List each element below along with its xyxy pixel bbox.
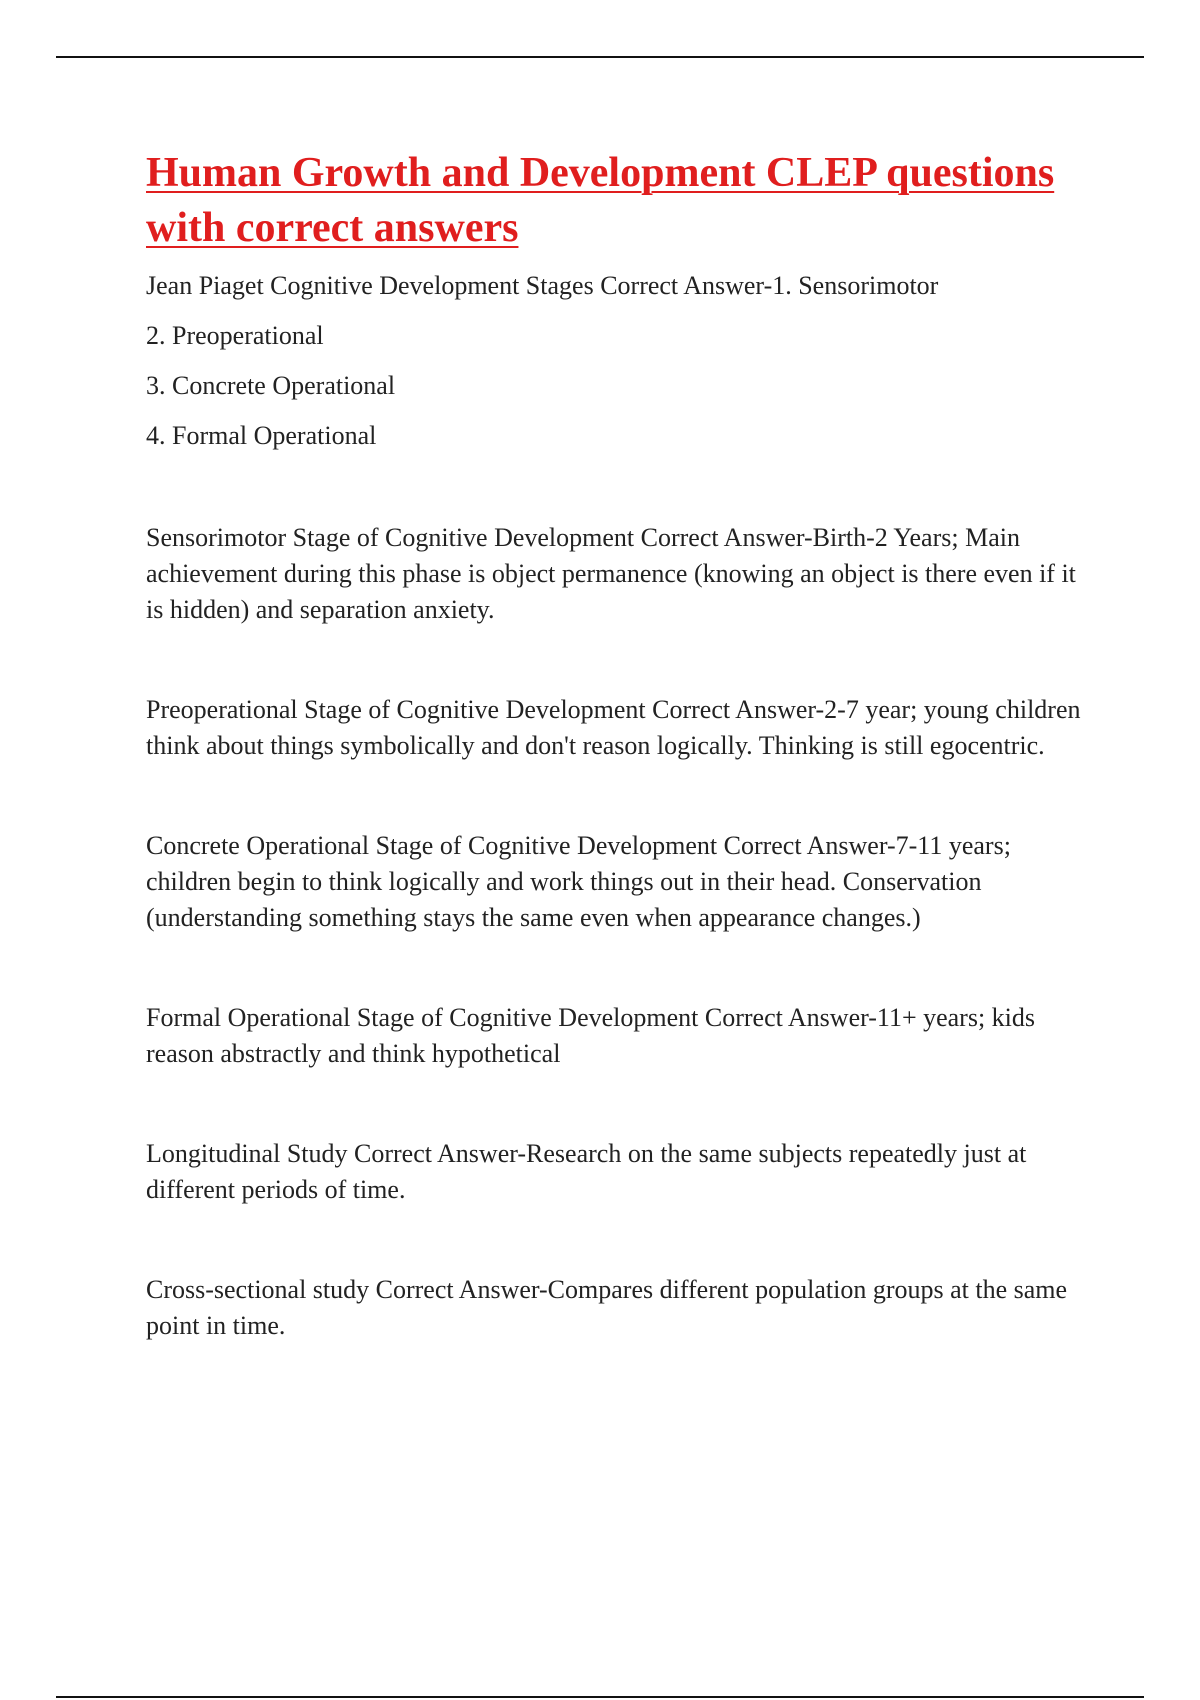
stage-list-item: 3. Concrete Operational bbox=[146, 371, 396, 400]
stage-list-item: 4. Formal Operational bbox=[146, 421, 377, 450]
qa-formal-operational: Formal Operational Stage of Cognitive Development Correct Answer-11+ years; kids reason abstractly and think hypothetical bbox=[146, 1003, 1036, 1068]
qa-longitudinal-study: Longitudinal Study Correct Answer-Research on the same subjects repeatedly just at different periods of time. bbox=[146, 1139, 1027, 1204]
bottom-rule bbox=[56, 1696, 1144, 1698]
qa-preoperational: Preoperational Stage of Cognitive Development Correct Answer-2-7 year; young children think about things symbolically and don't reason logically. Thinking is still egocentric. bbox=[146, 695, 1081, 760]
document-body bbox=[146, 146, 1096, 1344]
qa-cross-sectional-study: Cross-sectional study Correct Answer-Compares different population groups at the same point in time. bbox=[146, 1275, 1068, 1340]
top-rule bbox=[56, 56, 1144, 58]
qa-concrete-operational: Concrete Operational Stage of Cognitive Development Correct Answer-7-11 years; children begin to think logically and work things out in their head. Conservation (understanding something stays the same even when appearance changes.) bbox=[146, 831, 1011, 932]
qa-sensorimotor: Sensorimotor Stage of Cognitive Development Correct Answer-Birth-2 Years; Main achievement during this phase is object permanence (knowing an object is there even if it is hidden) and separation anxiety. bbox=[146, 523, 1076, 624]
stage-list-item: 2. Preoperational bbox=[146, 321, 324, 350]
page-title: Human Growth and Development CLEP questions with correct answers bbox=[146, 150, 1055, 251]
intro-question: Jean Piaget Cognitive Development Stages Correct Answer-1. Sensorimotor bbox=[146, 271, 939, 300]
